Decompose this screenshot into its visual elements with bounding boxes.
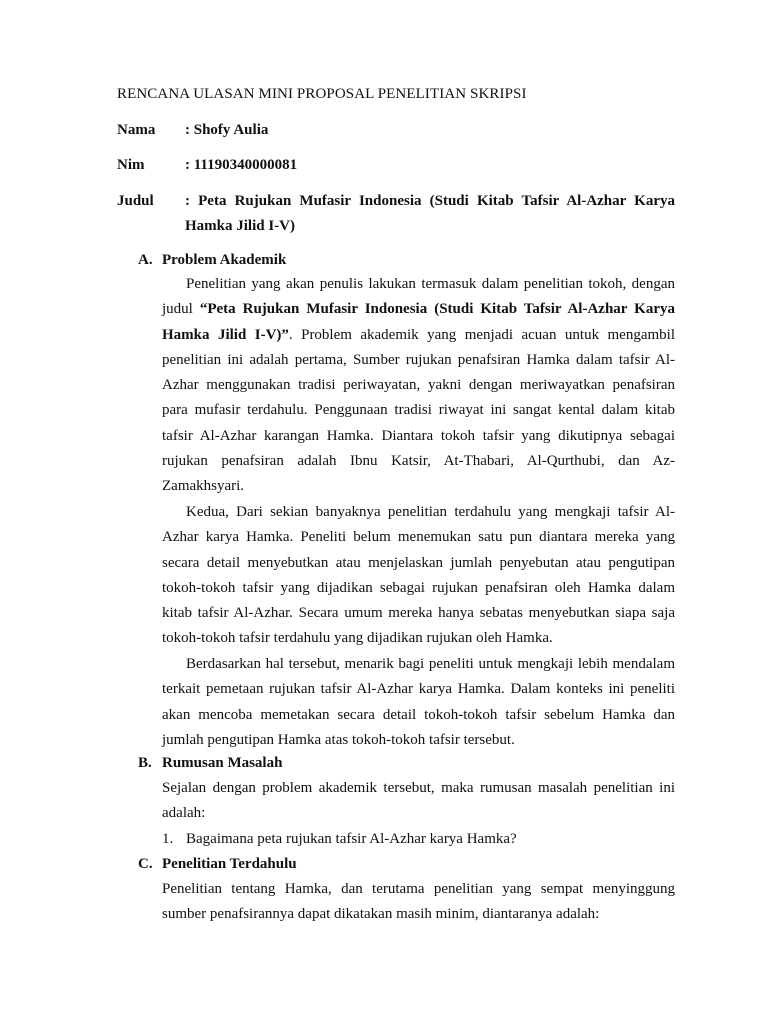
nama-label: Nama <box>117 122 156 138</box>
section-c-title: Penelitian Terdahulu <box>162 856 297 872</box>
section-b-letter: B. <box>138 755 152 771</box>
list-item-text: Bagaimana peta rujukan tafsir Al-Azhar karya Hamka? <box>186 831 517 847</box>
section-a-paragraph-1 <box>162 272 675 500</box>
section-b-paragraph-1: Sejalan dengan problem akademik tersebut, maka rumusan masalah penelitian ini adalah: <box>162 780 675 822</box>
section-a-title: Problem Akademik <box>162 252 287 268</box>
research-title-quote: “Peta Rujukan Mufasir Indonesia (Studi Kitab Tafsir Al-Azhar Karya Hamka Jilid I-V)” <box>162 301 675 343</box>
document-title: RENCANA ULASAN MINI PROPOSAL PENELITIAN SKRIPSI <box>117 86 527 102</box>
list-item <box>162 831 675 848</box>
judul-value: : Peta Rujukan Mufasir Indonesia (Studi Kitab Tafsir Al-Azhar Karya Hamka Jilid I-V) <box>185 193 675 234</box>
nim-label: Nim <box>117 157 145 173</box>
section-a-paragraph-2: Kedua, Dari sekian banyaknya penelitian terdahulu yang mengkaji tafsir Al-Azhar karya Hamka. Peneliti belum menemukan satu pun diantara mereka yang secara detail menyebutkan atau menjelaskan jumlah penyebutan atau pengutipan tokoh-tokoh tafsir yang dijadikan sebagai rujukan penafsiran oleh Hamka dalam kitab tafsir Al-Azhar. Secara umum mereka hanya sebatas menyebutkan siapa saja tokoh-tokoh tafsir terdahulu yang dijadikan rujukan oleh Hamka. <box>162 504 675 647</box>
list-item-number: 1. <box>162 831 174 847</box>
section-a-letter: A. <box>138 252 153 268</box>
section-c-letter: C. <box>138 856 153 872</box>
judul-label: Judul <box>117 193 154 209</box>
section-c-heading <box>138 856 297 873</box>
section-a-heading <box>138 252 286 269</box>
section-a-paragraph-3: Berdasarkan hal tersebut, menarik bagi peneliti untuk mengkaji lebih mendalam terkait pemetaan rujukan tafsir Al-Azhar karya Hamka. Dalam konteks ini peneliti akan mencoba memetakan secara detail tokoh-tokoh tafsir sebelum Hamka dan jumlah pengutipan Hamka atas tokoh-tokoh tafsir tersebut. <box>162 656 675 748</box>
nama-value: : Shofy Aulia <box>185 122 269 138</box>
section-c-paragraph-1: Penelitian tentang Hamka, dan terutama penelitian yang sempat menyinggung sumber penafsirannya dapat dikatakan masih minim, diantaranya adalah: <box>162 881 675 923</box>
section-b-heading <box>138 755 282 772</box>
section-a-p1-end: . Problem akademik yang menjadi acuan untuk mengambil penelitian ini adalah pertama, Sumber rujukan penafsiran Hamka dalam tafsir Al-Azhar menggunakan tradisi periwayatan, yakni dengan meriwayatkan penafsiran para mufasir terdahulu. Penggunaan tradisi riwayat ini sangat kental dalam kitab tafsir Al-Azhar karangan Hamka. Diantara tokoh tafsir yang dikutipnya sebagai rujukan penafsiran adalah Ibnu Katsir, At-Thabari, Al-Qurthubi, dan Az-Zamakhsyari. <box>162 326 675 495</box>
section-b-title: Rumusan Masalah <box>162 755 283 771</box>
nim-value: : 11190340000081 <box>185 157 298 173</box>
section-a-p1-start: Penelitian yang akan penulis lakukan termasuk dalam penelitian tokoh, dengan judul <box>162 276 675 318</box>
